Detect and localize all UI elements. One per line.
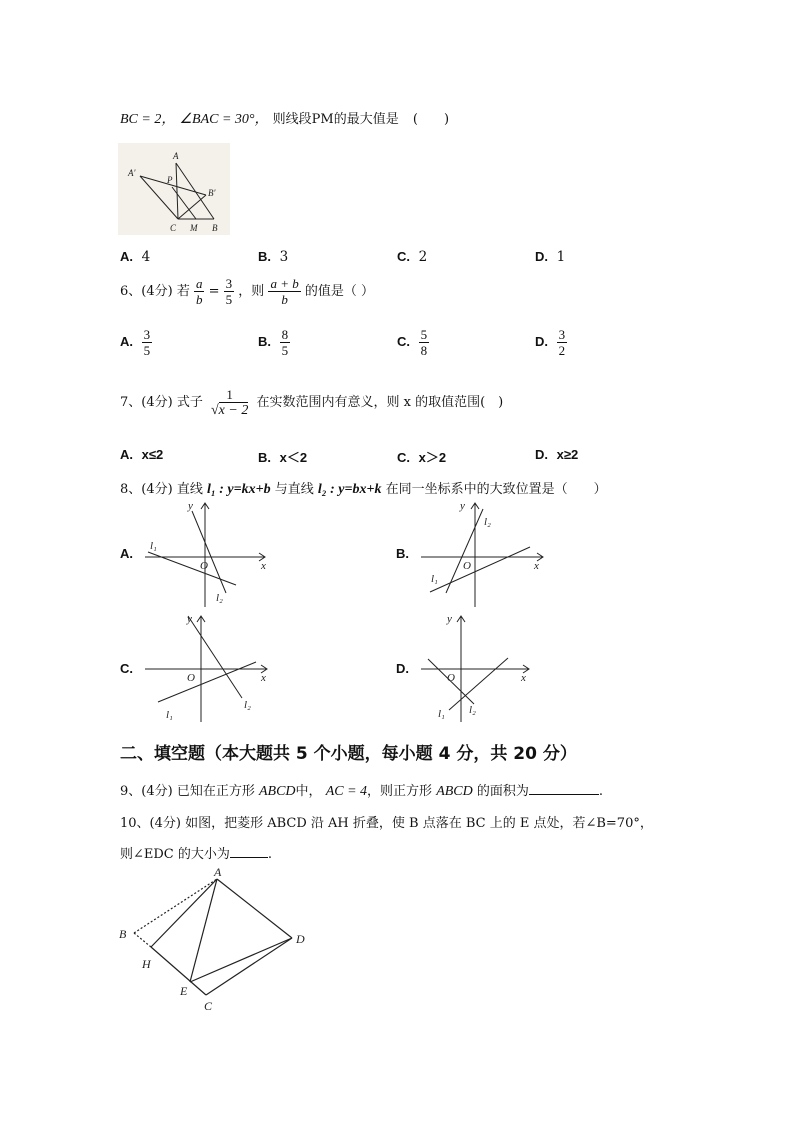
q9-tail2: 的面积为 [476, 784, 529, 799]
q8-graph-b-y-label: y [460, 500, 465, 512]
q5-label-c: C [170, 223, 177, 233]
q6-option-b-letter: B. [258, 334, 271, 349]
q9-answer-blank[interactable] [529, 782, 599, 795]
q10-figure [112, 862, 312, 1017]
q9-tail: ，则正方形 [367, 784, 433, 799]
q8-graph-d [416, 610, 556, 725]
q8-graph-d-l1: l₁ [438, 708, 445, 720]
q8-graph-d-l2: l₂ [469, 704, 476, 716]
q6-option-d[interactable] [535, 327, 567, 358]
q8-graph-c-l1: l₁ [166, 709, 173, 721]
q5-stem [120, 108, 449, 128]
q5-option-a-text: 4 [141, 249, 151, 265]
q5-label-b-prime: B' [208, 188, 216, 198]
q5-option-d-text: 1 [556, 249, 566, 265]
q5-label-b: B [212, 223, 218, 233]
q8-stem [120, 478, 607, 498]
q10-label-h: H [142, 957, 151, 971]
q5-option-a-letter: A. [120, 249, 133, 264]
q8-graph-b-l2: l₂ [484, 516, 491, 528]
q9-abcd2: ABCD [436, 784, 473, 799]
q10-label-a: A [214, 865, 222, 879]
q10-line1: 10、(4分) 如图，把菱形 ABCD 沿 AH 折叠，使 B 点落在 BC 上的 E 点处，若∠B=70°， [120, 816, 653, 831]
q7-option-a-text: x≤2 [141, 447, 164, 462]
q6-number: 6、(4分) 若 [120, 284, 190, 299]
q5-label-m: M [190, 223, 198, 233]
q8-graph-a-y-label: y [188, 500, 193, 512]
q8-graph-a-l2: l₂ [216, 592, 223, 604]
q7-frac: $\frac{1}{√x - 2}$ [210, 387, 249, 418]
q5-option-c-letter: C. [397, 249, 410, 264]
q8-l2-label: l₂ : y=bx+k [317, 482, 382, 497]
q6-option-c-frac: $\frac{5}{8}$ [420, 327, 428, 358]
q8-graph-b-x-label: x [534, 560, 539, 572]
q7-option-b-letter: B. [258, 450, 271, 465]
q8-option-c[interactable]: C. [120, 661, 133, 676]
q5-option-b-text: 3 [279, 249, 289, 265]
q8-tail: 在同一坐标系中的大致位置是（ ） [385, 482, 607, 497]
q9-mid: 中， [295, 784, 322, 799]
q8-graph-d-origin: O [447, 672, 455, 684]
q5-stem-text: 则线段PM的最大值是 [272, 112, 399, 127]
q8-graph-a-l1: l₁ [150, 540, 157, 552]
q8-l1-label: l₁ : y=kx+b [206, 482, 271, 497]
q10-label-e: E [180, 984, 188, 998]
q8-graph-c [140, 610, 280, 725]
q8-graph-a-x-label: x [261, 560, 266, 572]
q8-mid: 与直线 [274, 482, 314, 497]
q6-cond-right: $\frac{3}{5}$ [225, 276, 233, 307]
q6-expr: $\frac{a + b}{b}$ [270, 276, 299, 307]
q7-option-a-letter: A. [120, 447, 133, 462]
q8-graph-c-l2: l₂ [244, 699, 251, 711]
q7-option-a[interactable] [120, 447, 163, 463]
q9-number: 9、(4分) 已知在正方形 [120, 784, 255, 799]
q5-label-p: P [167, 175, 173, 185]
q6-mid: ，则 [238, 284, 265, 299]
q7-option-c[interactable] [397, 447, 446, 466]
q5-option-c-text: 2 [418, 249, 428, 265]
q5-option-d-letter: D. [535, 249, 548, 264]
q6-option-d-letter: D. [535, 334, 548, 349]
q7-number: 7、(4分) 式子 [120, 395, 203, 410]
q8-graph-d-x-label: x [521, 672, 526, 684]
q10-answer-blank[interactable] [230, 845, 268, 858]
q7-option-d-letter: D. [535, 447, 548, 462]
q9-end: . [598, 784, 604, 799]
q8-graph-b-l1: l₁ [431, 573, 438, 585]
q6-cond-left: $\frac{a}{b}$ [195, 276, 203, 307]
q6-option-b-frac: $\frac{8}{5}$ [281, 327, 289, 358]
q6-option-a[interactable] [120, 327, 152, 358]
q5-label-a-prime: A' [128, 168, 136, 178]
q6-option-c-letter: C. [397, 334, 410, 349]
q5-option-a[interactable] [120, 249, 150, 265]
q8-graph-c-origin: O [187, 672, 195, 684]
q10-line2-text: 则∠EDC 的大小为 [120, 847, 230, 862]
q5-option-b[interactable] [258, 249, 288, 265]
q8-graph-a-origin: O [200, 560, 208, 572]
q7-option-b[interactable] [258, 447, 307, 466]
q7-option-c-letter: C. [397, 450, 410, 465]
q5-paren: ( ) [412, 112, 450, 127]
q8-graph-a [140, 497, 280, 609]
q10-label-d: D [296, 932, 305, 946]
q8-number: 8、(4分) 直线 [120, 482, 203, 497]
q9-stem [120, 780, 603, 800]
section-2-title: 二、填空题（本大题共 5 个小题，每小题 4 分，共 20 分） [120, 744, 577, 764]
q6-option-b[interactable] [258, 327, 290, 358]
q8-option-b[interactable]: B. [396, 546, 409, 561]
q8-option-a[interactable]: A. [120, 546, 133, 561]
q6-option-d-frac: $\frac{3}{2}$ [558, 327, 566, 358]
q7-tail: 在实数范围内有意义，则 x 的取值范围( ) [256, 395, 504, 410]
q6-option-a-frac: $\frac{3}{5}$ [143, 327, 151, 358]
q8-graph-c-x-label: x [261, 672, 266, 684]
q6-option-c[interactable] [397, 327, 429, 358]
q5-bc: BC = 2， [120, 112, 176, 127]
q8-option-d[interactable]: D. [396, 661, 409, 676]
q5-option-d[interactable] [535, 249, 565, 265]
q8-graph-b-origin: O [463, 560, 471, 572]
q8-graph-d-y-label: y [447, 613, 452, 625]
q5-option-c[interactable] [397, 249, 427, 265]
q6-stem: 6、(4分) 若 $\frac{a}{b}$ = $\frac{3}{5}$ ，则 $\frac{a + b}{b}$ 的值是（ ） [120, 276, 375, 307]
q5-option-b-letter: B. [258, 249, 271, 264]
q7-option-b-text: x＜2 [279, 450, 308, 465]
q7-option-d[interactable] [535, 447, 578, 463]
q9-abcd: ABCD [258, 784, 296, 799]
q5-label-a: A [173, 151, 179, 161]
q10-label-c: C [204, 999, 213, 1013]
q7-stem [120, 387, 503, 418]
q9-ac: AC = 4 [325, 784, 368, 799]
q10-label-b: B [119, 927, 127, 941]
q5-angle: ∠BAC = 30°， [179, 112, 269, 127]
q10-end: . [267, 847, 273, 862]
q7-option-c-text: x＞2 [418, 450, 447, 465]
q10-line2 [120, 843, 272, 862]
q7-option-d-text: x≥2 [556, 447, 579, 462]
q8-graph-c-y-label: y [187, 613, 192, 625]
q5-figure [118, 143, 230, 235]
q6-option-a-letter: A. [120, 334, 133, 349]
q8-graph-b [416, 497, 556, 609]
q6-tail: 的值是（ ） [304, 284, 375, 299]
